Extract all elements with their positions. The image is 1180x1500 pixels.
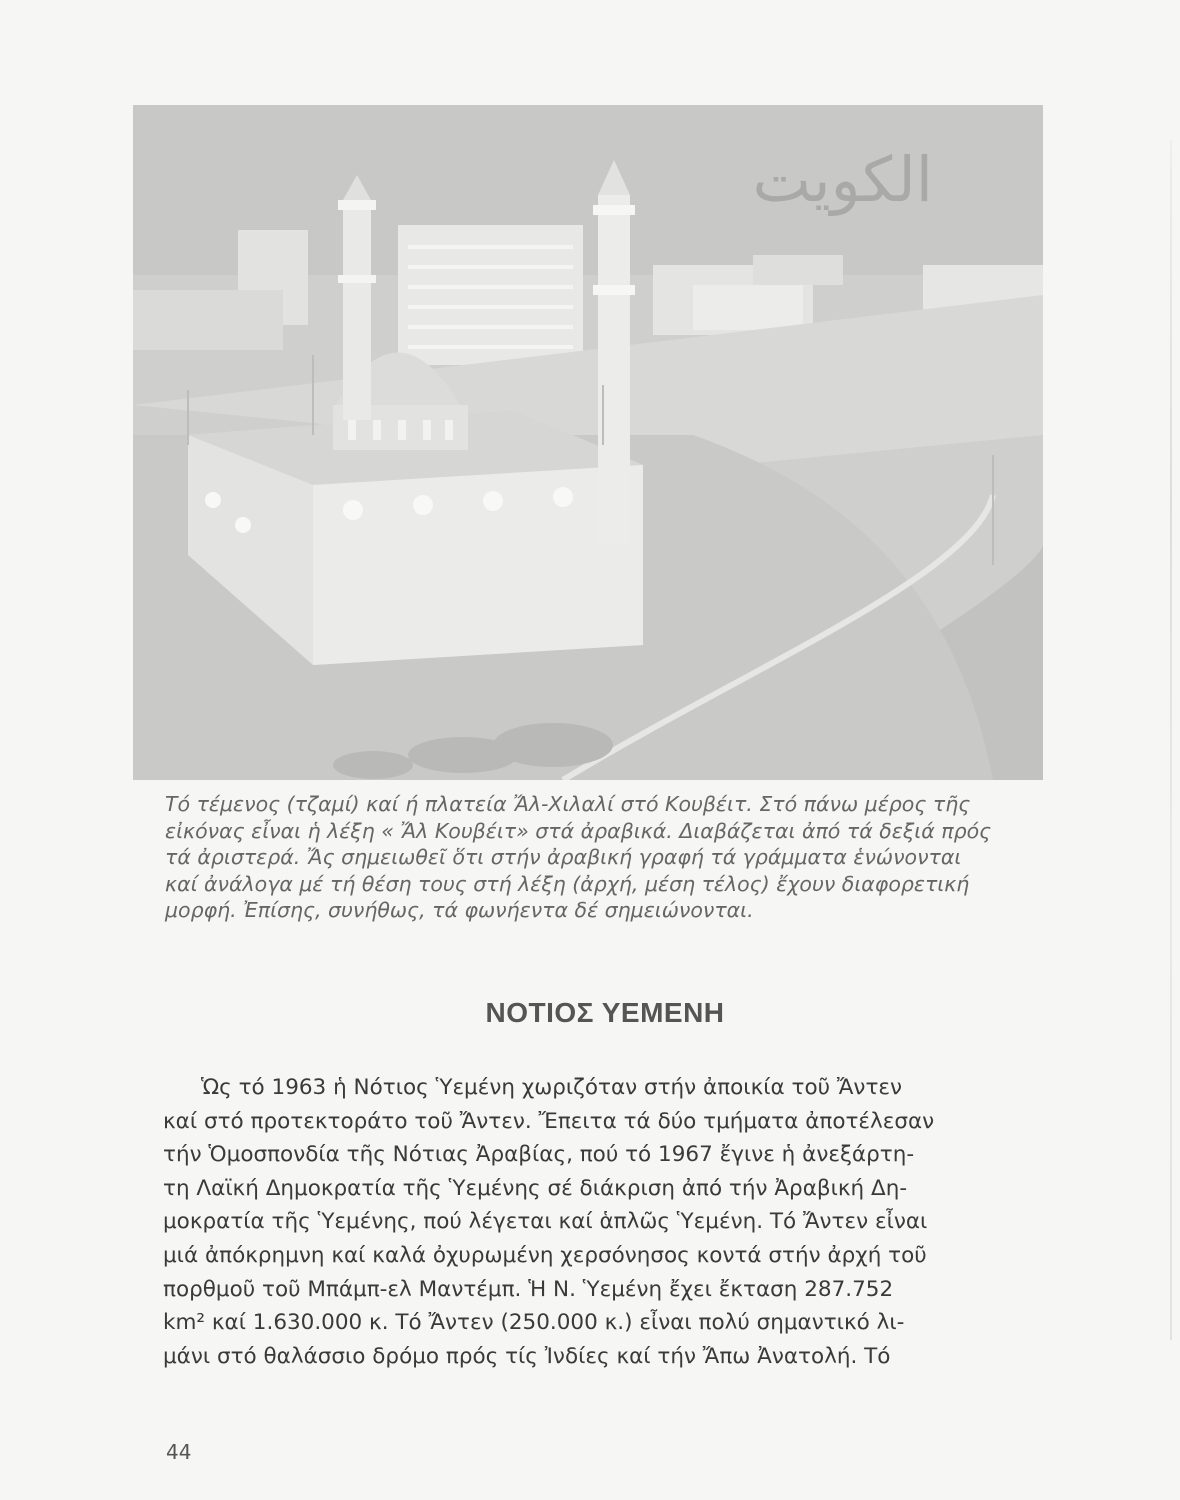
caption-line: καί ἀνάλογα μέ τή θέση τους στή λέξη (ἀρχή, μέση τέλος) ἔχουν διαφορετική — [165, 871, 970, 896]
body-line: τη Λαϊκή Δημοκρατία τῆς Ὑεμένης σέ διάκριση ἀπό τήν Ἀραβική Δη- — [163, 1175, 908, 1201]
body-line: km² καί 1.630.000 κ. Τό Ἄντεν (250.000 κ.) εἶναι πολύ σημαντικό λι- — [163, 1310, 905, 1336]
section-heading: ΝΟΤΙΟΣ ΥΕΜΕΝΗ — [485, 997, 725, 1028]
photo-caption — [165, 791, 1045, 924]
body-line: καί στό προτεκτοράτο τοῦ Ἄντεν. Ἔπειτα τά δύο τμήματα ἀποτέλεσαν — [163, 1108, 935, 1134]
body-line: τήν Ὁμοσπονδία τῆς Νότιας Ἀραβίας, πού τό 1967 ἔγινε ἡ ἀνεξάρτη- — [163, 1142, 915, 1168]
caption-line: τά ἀριστερά. Ἄς σημειωθεῖ ὅτι στήν ἀραβική γραφή τά γράμματα ἑνώνονται — [165, 845, 962, 870]
body-line: μοκρατία τῆς Ὑεμένης, πού λέγεται καί ἁπλῶς Ὑεμένη. Τό Ἄντεν εἶναι — [163, 1209, 928, 1235]
caption-line: Τό τέμενος (τζαμί) καί ή πλατεία Ἄλ-Χιλαλί στό Κουβέιτ. Στό πάνω μέρος τῆς — [165, 792, 971, 816]
arabic-word-overlay: الكويت — [752, 143, 933, 216]
caption-line: εἰκόνας εἶναι ἡ λέξη « Ἄλ Κουβέιτ» στά ἀραβικά. Διαβάζεται ἀπό τά δεξιά πρός — [165, 818, 992, 843]
body-line: πορθμοῦ τοῦ Μπάμπ-ελ Μαντέμπ. Ἡ Ν. Ὑεμένη ἔχει ἔκταση 287.752 — [163, 1276, 894, 1302]
body-line: Ὡς τό 1963 ἡ Νότιος Ὑεμένη χωριζόταν στήν ἀποικία τοῦ Ἄντεν — [201, 1075, 903, 1100]
page-number: 44 — [166, 1440, 192, 1464]
section-body — [163, 1071, 1023, 1373]
mosque-photo — [133, 105, 1043, 780]
page-edge-shadow — [1170, 140, 1172, 1340]
caption-line: μορφή. Ἐπίσης, συνήθως, τά φωνήεντα δέ σημειώνονται. — [165, 898, 754, 923]
body-line: μιά ἀπόκρημνη καί καλά ὀχυρωμένη χερσόνησος κοντά στήν ἀρχή τοῦ — [163, 1242, 927, 1268]
body-line: μάνι στό θαλάσσιο δρόμο πρός τίς Ἰνδίες καί τήν Ἄπω Ἀνατολή. Τό — [163, 1343, 891, 1369]
